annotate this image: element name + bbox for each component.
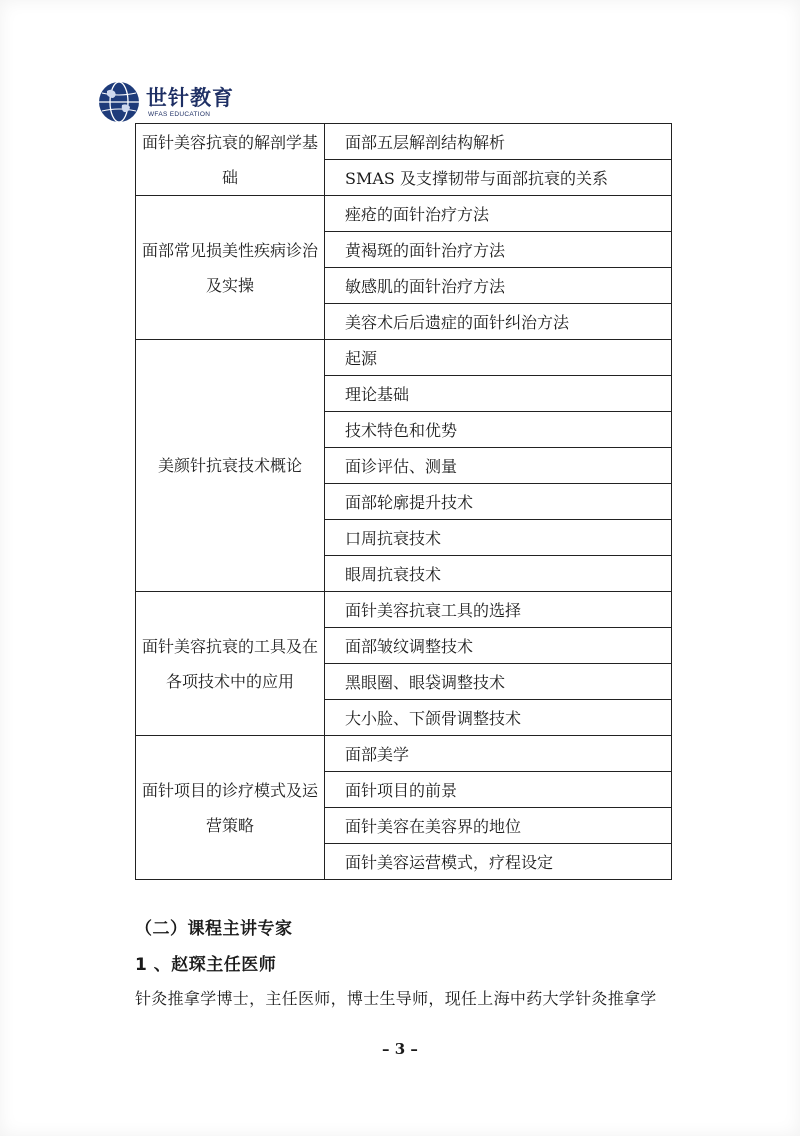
- topic-cell: 美容术后后遗症的面针纠治方法: [325, 304, 672, 340]
- topic-cell: SMAS 及支撑韧带与面部抗衰的关系: [325, 160, 672, 196]
- topic-cell: 面诊评估、测量: [325, 448, 672, 484]
- topic-cell: 大小脸、下颌骨调整技术: [325, 700, 672, 736]
- module-cell: [136, 592, 325, 736]
- module-cell: [136, 736, 325, 880]
- topic-cell: 眼周抗衰技术: [325, 556, 672, 592]
- table-row: [136, 340, 672, 376]
- topic-cell: 敏感肌的面针治疗方法: [325, 268, 672, 304]
- topic-cell: 面针美容在美容界的地位: [325, 808, 672, 844]
- module-name: 面针美容抗衰的工具及在各项技术中的应用: [142, 636, 319, 691]
- module-cell: [136, 340, 325, 592]
- topic-cell: 痤疮的面针治疗方法: [325, 196, 672, 232]
- module-cell: [136, 124, 325, 196]
- topic-cell: 面部皱纹调整技术: [325, 628, 672, 664]
- course-table: [135, 123, 672, 880]
- logo: [98, 80, 234, 124]
- expert-description: 针灸推拿学博士，主任医师，博士生导师，现任上海中药大学针灸推拿学: [135, 989, 657, 1008]
- topic-cell: 技术特色和优势: [325, 412, 672, 448]
- topic-cell: 面针美容抗衰工具的选择: [325, 592, 672, 628]
- table-row: [136, 196, 672, 232]
- page-number: – 3 –: [382, 1040, 418, 1058]
- module-cell: [136, 196, 325, 340]
- topic-cell: 理论基础: [325, 376, 672, 412]
- module-name: 面针项目的诊疗模式及运营策略: [142, 780, 319, 835]
- topic-cell: 面部轮廓提升技术: [325, 484, 672, 520]
- globe-icon: [98, 81, 140, 123]
- logo-subtitle: WFAS EDUCATION: [148, 110, 211, 118]
- table-row: [136, 736, 672, 772]
- topic-cell: 面针项目的前景: [325, 772, 672, 808]
- topic-cell: 面部五层解剖结构解析: [325, 124, 672, 160]
- table-row: [136, 124, 672, 160]
- topic-cell: 口周抗衰技术: [325, 520, 672, 556]
- expert-title: 1 、赵琛主任医师: [135, 955, 277, 975]
- module-name: 面部常见损美性疾病诊治及实操: [142, 240, 319, 295]
- table-row: [136, 592, 672, 628]
- topic-cell: 面针美容运营模式，疗程设定: [325, 844, 672, 880]
- section-title: （二）课程主讲专家: [135, 919, 293, 939]
- module-name: 美颜针抗衰技术概论: [157, 456, 302, 475]
- topic-cell: 黄褐斑的面针治疗方法: [325, 232, 672, 268]
- logo-wordmark: 世针教育: [146, 85, 234, 110]
- topic-cell: 起源: [325, 340, 672, 376]
- topic-cell: 面部美学: [325, 736, 672, 772]
- module-name: 面针美容抗衰的解剖学基础: [142, 132, 319, 187]
- topic-cell: 黑眼圈、眼袋调整技术: [325, 664, 672, 700]
